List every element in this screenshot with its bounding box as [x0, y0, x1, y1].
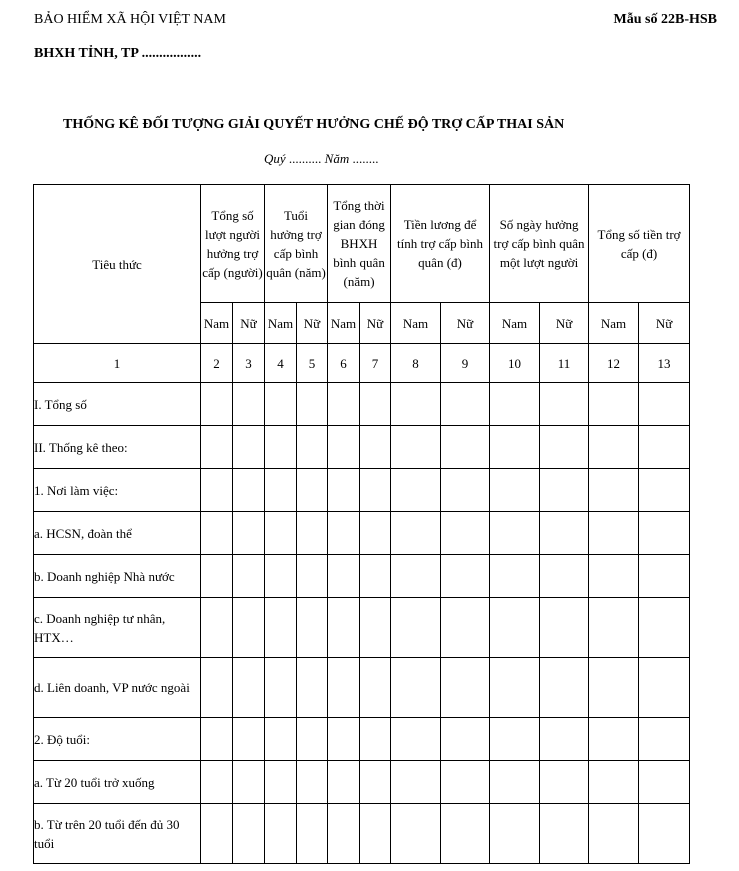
row-label: I. Tổng số — [34, 383, 201, 426]
row-label: 2. Độ tuổi: — [34, 718, 201, 761]
table-row — [34, 426, 690, 469]
criteria-header: Tiêu thức — [34, 185, 201, 344]
column-number-row — [34, 344, 690, 383]
document-title: THỐNG KÊ ĐỐI TƯỢNG GIẢI QUYẾT HƯỞNG CHẾ ĐỘ TRỢ CẤP THAI SẢN — [63, 117, 565, 132]
reporting-period — [264, 151, 378, 167]
table-row — [34, 598, 690, 658]
organization-name: BẢO HIỂM XÃ HỘI VIỆT NAM — [34, 12, 226, 27]
year-label: Năm — [324, 151, 350, 166]
female-header: Nữ — [441, 303, 490, 344]
table-row — [34, 804, 690, 864]
group-header-average-age: Tuổi hưởng trợ cấp bình quân (năm) — [265, 185, 328, 303]
female-header: Nữ — [639, 303, 690, 344]
table-row — [34, 658, 690, 718]
column-number: 3 — [233, 344, 265, 383]
group-header-average-days: Số ngày hưởng trợ cấp bình quân một lượt người — [490, 185, 589, 303]
male-header: Nam — [490, 303, 540, 344]
group-header-total-allowance: Tổng số tiền trợ cấp (đ) — [589, 185, 690, 303]
year-blank: ........ — [352, 151, 379, 166]
column-number: 2 — [201, 344, 233, 383]
quarter-label: Quý — [264, 151, 286, 166]
column-number: 7 — [360, 344, 391, 383]
row-label: d. Liên doanh, VP nước ngoài — [34, 658, 201, 718]
column-number: 1 — [34, 344, 201, 383]
male-header: Nam — [201, 303, 233, 344]
table-row — [34, 555, 690, 598]
female-header: Nữ — [540, 303, 589, 344]
male-header: Nam — [589, 303, 639, 344]
row-label: a. Từ 20 tuổi trở xuống — [34, 761, 201, 804]
column-number: 8 — [391, 344, 441, 383]
statistics-table — [33, 184, 690, 864]
table-row — [34, 718, 690, 761]
table-row — [34, 761, 690, 804]
group-header-average-salary: Tiền lương để tính trợ cấp bình quân (đ) — [391, 185, 490, 303]
column-number: 11 — [540, 344, 589, 383]
male-header: Nam — [328, 303, 360, 344]
row-label: c. Doanh nghiệp tư nhân, HTX… — [34, 598, 201, 658]
table-row — [34, 383, 690, 426]
female-header: Nữ — [297, 303, 328, 344]
female-header: Nữ — [360, 303, 391, 344]
form-code: Mẫu số 22B-HSB — [613, 12, 717, 27]
table-header-row — [34, 185, 690, 303]
male-header: Nam — [391, 303, 441, 344]
row-label: a. HCSN, đoàn thể — [34, 512, 201, 555]
branch-name: BHXH TỈNH, TP ................. — [34, 46, 202, 61]
row-label: 1. Nơi làm việc: — [34, 469, 201, 512]
group-header-insurance-period: Tổng thời gian đóng BHXH bình quân (năm) — [328, 185, 391, 303]
column-number: 10 — [490, 344, 540, 383]
table-row — [34, 512, 690, 555]
group-header-recipients: Tổng số lượt người hưởng trợ cấp (người) — [201, 185, 265, 303]
column-number: 4 — [265, 344, 297, 383]
column-number: 13 — [639, 344, 690, 383]
column-number: 9 — [441, 344, 490, 383]
female-header: Nữ — [233, 303, 265, 344]
table-row — [34, 469, 690, 512]
column-number: 12 — [589, 344, 639, 383]
quarter-blank: .......... — [288, 151, 322, 166]
male-header: Nam — [265, 303, 297, 344]
column-number: 6 — [328, 344, 360, 383]
row-label: b. Doanh nghiệp Nhà nước — [34, 555, 201, 598]
row-label: b. Từ trên 20 tuổi đến đủ 30 tuổi — [34, 804, 201, 864]
row-label: II. Thống kê theo: — [34, 426, 201, 469]
column-number: 5 — [297, 344, 328, 383]
